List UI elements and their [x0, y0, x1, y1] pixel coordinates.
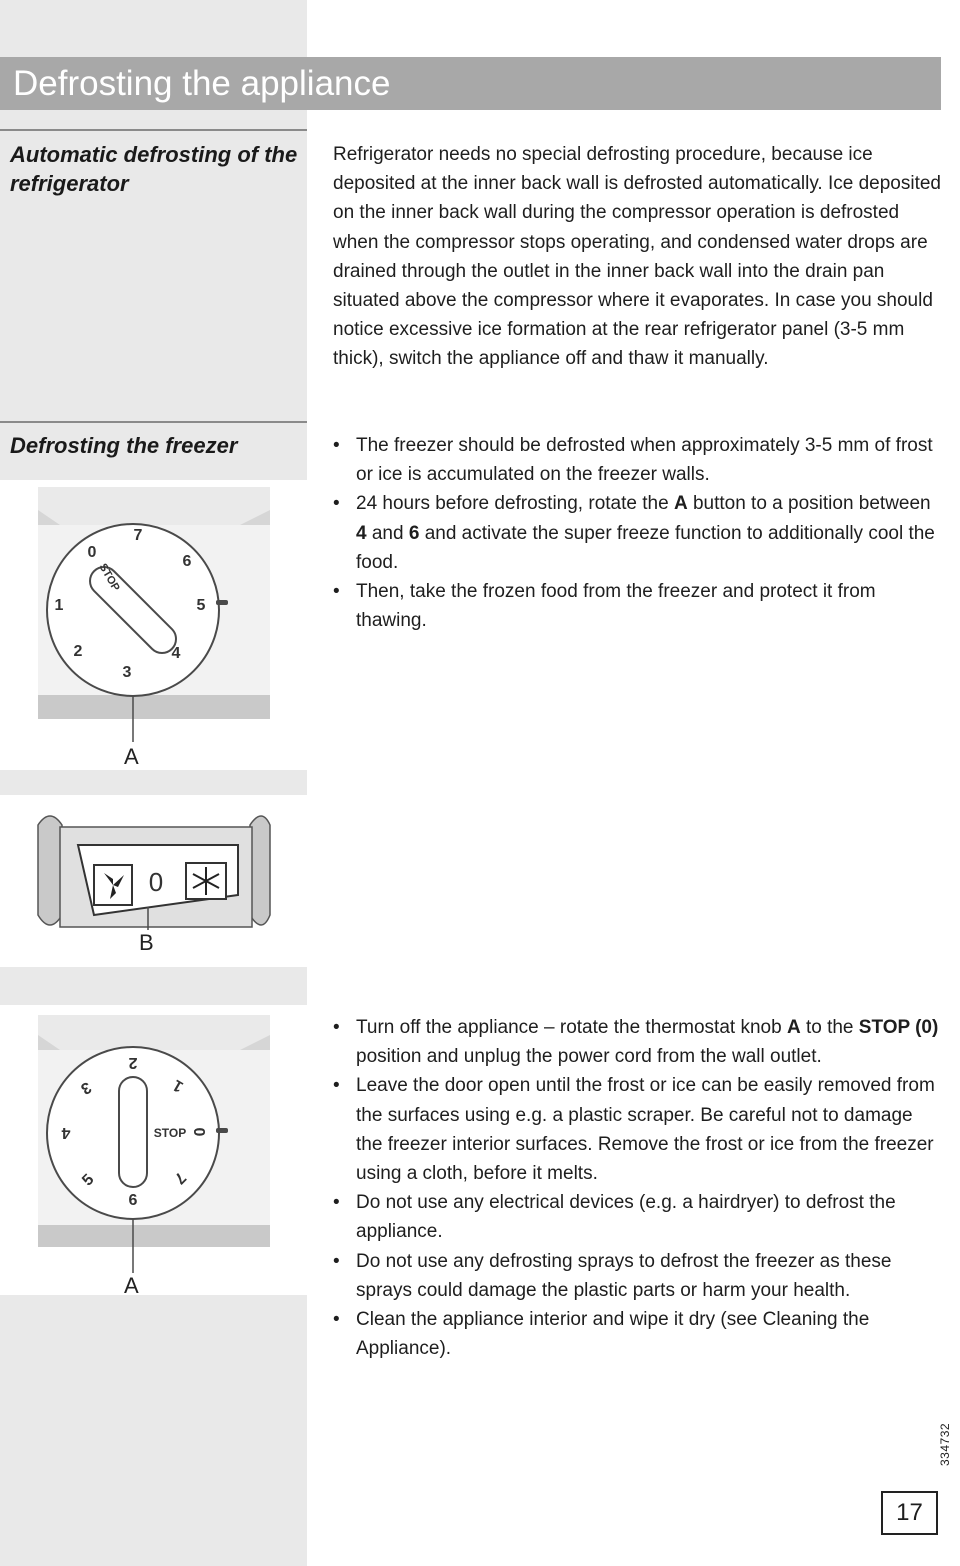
svg-text:1: 1 — [170, 1075, 187, 1096]
svg-text:4: 4 — [171, 645, 181, 662]
svg-text:2: 2 — [73, 643, 83, 660]
svg-text:0: 0 — [148, 867, 164, 897]
knob-label-a: A — [124, 744, 139, 769]
svg-text:0: 0 — [190, 1127, 207, 1137]
knob-label-a: A — [124, 1273, 139, 1298]
section-heading-auto-defrost: Automatic defrosting of the refrigerator — [10, 142, 298, 196]
svg-text:2: 2 — [128, 1054, 138, 1071]
list-item: • The freezer should be defrosted when approximately 3-5 mm of frost or ice is accumulated on the freezer walls. — [333, 431, 943, 489]
list-item: • Do not use any defrosting sprays to defrost the freezer as these sprays could damage the plastic parts or harm your health. — [333, 1247, 943, 1305]
list-item: • Leave the door open until the frost or ice can be easily removed from the surfaces using e.g. a plastic scraper. Be careful not to damage the freezer interior surfaces. Remove the frost or ice from the freezer using a cloth, before it melts. — [333, 1071, 943, 1188]
svg-text:6: 6 — [128, 1192, 138, 1209]
list-item: • Then, take the frozen food from the freezer and protect it from thawing. — [333, 577, 943, 635]
thermostat-dial-stop-figure — [0, 1005, 307, 1298]
section-divider — [0, 421, 307, 423]
svg-text:6: 6 — [182, 553, 192, 570]
section-heading-freezer: Defrosting the freezer — [10, 433, 238, 458]
svg-text:STOP: STOP — [96, 561, 122, 594]
svg-text:7: 7 — [133, 527, 143, 544]
auto-defrost-paragraph: Refrigerator needs no special defrosting procedure, because ice deposited at the inner back wall is defrosted automatically. Ice deposited on the inner back wall during the compressor operation is defrosted when the compressor stops operating, and condensed water drops are drained through the outlet in the inner back wall into the drain pan situated above the compressor where it evaporates. In case you should notice excessive ice formation at the rear refrigerator panel (3-5 mm thick), switch the appliance off and thaw it manually. — [333, 144, 941, 370]
svg-text:1: 1 — [54, 597, 64, 614]
svg-text:3: 3 — [122, 664, 132, 681]
page-number: 17 — [881, 1491, 938, 1535]
thermostat-dial-figure — [0, 480, 307, 770]
svg-text:4: 4 — [61, 1124, 71, 1141]
svg-text:5: 5 — [196, 597, 206, 614]
thermostat-dial-illustration — [0, 480, 307, 770]
svg-text:0: 0 — [87, 544, 97, 561]
svg-text:5: 5 — [79, 1171, 98, 1190]
list-item: • Clean the appliance interior and wipe it dry (see Cleaning the Appliance). — [333, 1305, 943, 1363]
freezer-prep-list — [333, 431, 943, 635]
svg-text:3: 3 — [77, 1077, 94, 1098]
sidebar-background — [0, 0, 307, 1566]
svg-text:STOP: STOP — [153, 1126, 187, 1140]
document-code: 334732 — [938, 1422, 952, 1466]
list-item: • Do not use any electrical devices (e.g. a hairdryer) to defrost the appliance. — [333, 1188, 943, 1246]
svg-text:7: 7 — [170, 1168, 189, 1187]
page-title: Defrosting the appliance — [0, 57, 941, 110]
switch-label-b: B — [139, 930, 154, 955]
defrost-steps-list — [333, 1013, 943, 1363]
list-item: • Turn off the appliance – rotate the thermostat knob A to the STOP (0) position and unplug the power cord from the wall outlet. — [333, 1013, 943, 1071]
section-divider — [0, 129, 307, 131]
list-item: • 24 hours before defrosting, rotate the A button to a position between 4 and 6 and activate the super freeze function to additionally cool the food. — [333, 489, 943, 577]
super-freeze-switch-figure — [0, 795, 307, 967]
thermostat-dial-stop-illustration — [0, 1005, 307, 1295]
